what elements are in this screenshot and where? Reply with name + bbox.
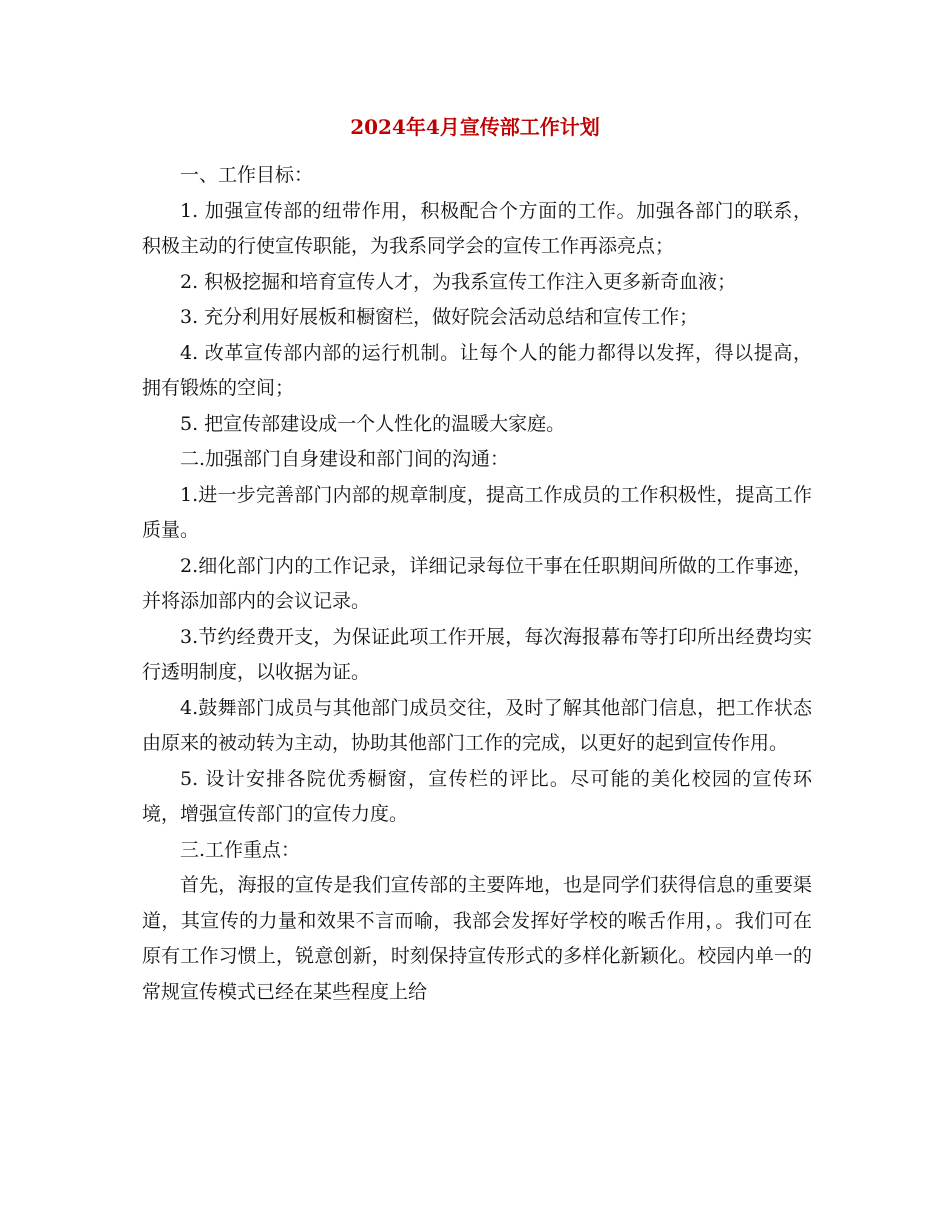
communication-item-4: 4.鼓舞部门成员与其他部门成员交往，及时了解其他部门信息，把工作状态由原来的被动转为主动，协助其他部门工作的完成，以更好的起到宣传作用。: [142, 696, 812, 754]
document-title: 2024年4月宣传部工作计划: [350, 115, 600, 139]
communication-item-5: 5. 设计安排各院优秀橱窗，宣传栏的评比。尽可能的美化校园的宣传环境，增强宣传部门的宣传力度。: [142, 767, 812, 825]
goal-item-2: 2. 积极挖掘和培育宣传人才，为我系宣传工作注入更多新奇血液；: [180, 270, 737, 293]
communication-item-3: 3.节约经费开支，为保证此项工作开展，每次海报幕布等打印所出经费均实行透明制度，以收据为证。: [142, 625, 812, 683]
heading-goals: 一、工作目标：: [180, 164, 314, 186]
goal-item-4: 4. 改革宣传部内部的运行机制。让每个人的能力都得以发挥，得以提高，拥有锻炼的空间；: [142, 341, 812, 399]
document-body: [142, 158, 812, 1010]
communication-item-1: 1.进一步完善部门内部的规章制度，提高工作成员的工作积极性，提高工作质量。: [142, 483, 812, 541]
goal-item-5: 5. 把宣传部建设成一个人性化的温暖大家庭。: [180, 412, 566, 435]
goal-item-1: 1. 加强宣传部的纽带作用，积极配合个方面的工作。加强各部门的联系，积极主动的行使宣传职能，为我系同学会的宣传工作再添亮点；: [142, 199, 812, 257]
goal-item-3: 3. 充分利用好展板和橱窗栏，做好院会活动总结和宣传工作；: [180, 306, 699, 328]
key-points-paragraph: 首先，海报的宣传是我们宣传部的主要阵地，也是同学们获得信息的重要渠道，其宣传的力量和效果不言而喻，我部会发挥好学校的喉舌作用，。我们可在原有工作习惯上，锐意创新，时刻保持宣传形式的多样化新颖化。校园内单一的常规宣传模式已经在某些程度上给: [142, 874, 812, 1003]
heading-communication: 二.加强部门自身建设和部门间的沟通：: [180, 448, 510, 470]
communication-item-2: 2.细化部门内的工作记录，详细记录每位干事在任职期间所做的工作事迹，并将添加部内的会议记录。: [142, 554, 812, 612]
heading-key-points: 三.工作重点：: [180, 838, 301, 861]
